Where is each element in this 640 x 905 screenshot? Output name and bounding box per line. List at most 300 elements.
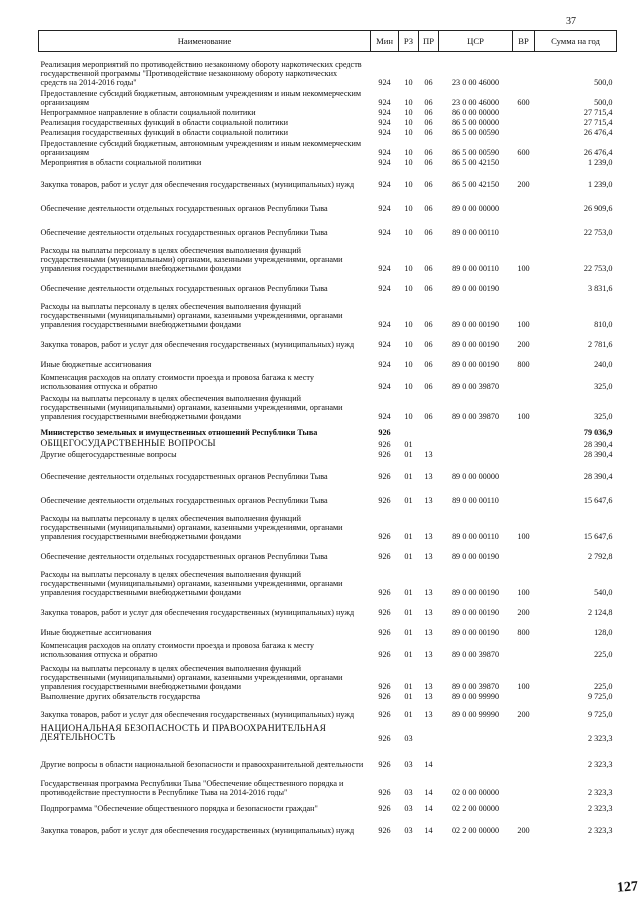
table-row — [39, 138, 617, 158]
row-vr: 200 — [517, 710, 530, 720]
row-csr: 89 0 00 00000 — [451, 472, 500, 482]
row-pr: 06 — [424, 158, 433, 168]
row-min: 926 — [378, 428, 391, 438]
row-rz: 03 — [404, 734, 413, 744]
table-row — [39, 274, 617, 294]
row-pr: 13 — [424, 682, 433, 692]
row-rz: 10 — [404, 360, 413, 370]
row-vr — [513, 158, 535, 168]
row-sum: 26 476,4 — [583, 128, 613, 138]
row-min: 924 — [378, 340, 391, 350]
row-pr: 06 — [424, 128, 433, 138]
row-sum: 2 323,3 — [587, 760, 613, 770]
table-row — [39, 108, 617, 118]
row-pr: 06 — [424, 98, 433, 108]
row-name: Расходы на выплаты персоналу в целях обеспечения выполнения функций государственными (муниципальными) органами, казенными учреждениями, органами управления государственными внебюджетными фондами — [40, 301, 343, 330]
row-sum: 22 753,0 — [583, 228, 613, 238]
row-name: Закупка товаров, работ и услуг для обеспечения государственных (муниципальных) нужд — [40, 340, 355, 350]
row-name: Обеспечение деятельности отдельных государственных органов Республики Тыва — [40, 496, 328, 506]
table-row — [39, 618, 617, 638]
table-row — [39, 238, 617, 274]
row-rz: 03 — [404, 788, 413, 798]
row-csr — [439, 438, 513, 450]
row-name: Обеспечение деятельности отдельных государственных органов Республики Тыва — [40, 228, 328, 238]
row-vr — [513, 638, 535, 660]
row-min: 926 — [378, 682, 391, 692]
row-pr: 06 — [424, 284, 433, 294]
row-vr: 800 — [517, 360, 530, 370]
row-csr: 89 0 00 00190 — [451, 628, 500, 638]
row-min: 924 — [378, 204, 391, 214]
header-min: Мин — [371, 31, 399, 52]
row-name: Расходы на выплаты персоналу в целях обеспечения выполнения функций государственными (муниципальными) органами, казенными учреждениями, органами управления государственными внебюджетными фондами — [40, 513, 343, 542]
row-csr: 89 0 00 00190 — [451, 360, 500, 370]
row-name: Мероприятия в области социальной политики — [40, 158, 202, 168]
row-name: НАЦИОНАЛЬНАЯ БЕЗОПАСНОСТЬ И ПРАВООХРАНИТЕЛЬНАЯ ДЕЯТЕЛЬНОСТЬ — [40, 724, 327, 744]
row-sum: 79 036,9 — [583, 428, 613, 438]
row-csr — [439, 744, 513, 770]
row-csr: 89 0 00 00110 — [452, 496, 499, 506]
table-row — [39, 814, 617, 836]
row-rz: 10 — [404, 412, 413, 422]
table-row — [39, 770, 617, 798]
row-csr: 86 5 00 42150 — [451, 158, 500, 168]
row-rz: 10 — [404, 382, 413, 392]
row-min: 926 — [378, 650, 391, 660]
row-vr — [513, 692, 535, 702]
table-row — [39, 214, 617, 238]
row-sum: 225,0 — [594, 682, 613, 692]
row-pr: 06 — [424, 264, 433, 274]
row-rz: 03 — [404, 760, 413, 770]
row-sum: 3 831,6 — [587, 284, 613, 294]
row-pr — [419, 422, 439, 438]
row-vr — [513, 108, 535, 118]
row-rz: 01 — [404, 440, 413, 450]
row-csr: 89 0 00 00110 — [452, 532, 499, 542]
row-rz: 01 — [404, 628, 413, 638]
row-rz: 10 — [404, 264, 413, 274]
row-vr: 600 — [517, 98, 530, 108]
row-vr — [513, 422, 535, 438]
table-row — [39, 438, 617, 450]
row-csr — [439, 720, 513, 744]
row-csr: 89 0 00 00190 — [451, 320, 500, 330]
table-row — [39, 744, 617, 770]
row-pr: 06 — [424, 78, 433, 88]
row-csr: 23 0 00 46000 — [451, 78, 500, 88]
table-row — [39, 460, 617, 482]
row-rz — [399, 422, 419, 438]
row-sum: 500,0 — [594, 78, 613, 88]
row-sum: 9 725,0 — [587, 692, 613, 702]
table-row — [39, 660, 617, 692]
row-vr: 800 — [517, 628, 530, 638]
row-min: 926 — [378, 608, 391, 618]
table-header — [39, 31, 617, 52]
row-sum: 540,0 — [594, 588, 613, 598]
row-name: Обеспечение деятельности отдельных государственных органов Республики Тыва — [40, 284, 328, 294]
row-min: 926 — [378, 472, 391, 482]
row-rz: 10 — [404, 118, 413, 128]
row-vr — [513, 450, 535, 460]
table-row — [39, 88, 617, 108]
row-rz: 01 — [404, 496, 413, 506]
table-row — [39, 392, 617, 422]
row-rz: 01 — [404, 682, 413, 692]
row-sum: 26 909,6 — [583, 204, 613, 214]
row-sum: 325,0 — [594, 382, 613, 392]
row-sum: 810,0 — [594, 320, 613, 330]
row-pr: 14 — [424, 826, 433, 836]
row-min: 924 — [378, 412, 391, 422]
row-name: Подпрограмма "Обеспечение общественного порядка и безопасности граждан" — [40, 804, 318, 814]
row-vr: 200 — [517, 608, 530, 618]
row-pr: 06 — [424, 228, 433, 238]
row-rz: 01 — [404, 450, 413, 460]
row-pr: 14 — [424, 760, 433, 770]
row-vr — [513, 370, 535, 392]
row-name: Непрограммное направление в области социальной политики — [40, 108, 256, 118]
row-csr: 89 0 00 00190 — [451, 608, 500, 618]
row-min: 924 — [378, 78, 391, 88]
row-min: 924 — [378, 180, 391, 190]
row-pr — [419, 720, 439, 744]
row-csr: 86 5 00 00590 — [451, 128, 500, 138]
row-vr — [513, 482, 535, 506]
row-csr: 89 0 00 99990 — [451, 710, 500, 720]
row-csr: 89 0 00 99990 — [451, 692, 500, 702]
row-rz: 10 — [404, 180, 413, 190]
row-pr: 13 — [424, 532, 433, 542]
row-vr — [513, 720, 535, 744]
row-pr: 14 — [424, 788, 433, 798]
row-min: 926 — [378, 826, 391, 836]
row-name: Закупка товаров, работ и услуг для обеспечения государственных (муниципальных) нужд — [40, 710, 355, 720]
header-sum: Сумма на год — [535, 31, 617, 52]
row-csr: 89 0 00 00110 — [452, 264, 499, 274]
row-name: Компенсация расходов на оплату стоимости проезда и провоза багажа к месту использования отпуска и обратно — [40, 373, 314, 392]
row-sum: 2 792,8 — [587, 552, 613, 562]
table-row — [39, 542, 617, 562]
row-min: 926 — [378, 804, 391, 814]
row-name: Закупка товаров, работ и услуг для обеспечения государственных (муниципальных) нужд — [40, 608, 355, 618]
row-sum: 1 239,0 — [587, 180, 613, 190]
row-min: 926 — [378, 552, 391, 562]
row-sum: 9 725,0 — [587, 710, 613, 720]
table-row — [39, 798, 617, 814]
row-name: Реализация государственных функций в области социальной политики — [40, 118, 288, 128]
row-min: 926 — [378, 496, 391, 506]
row-vr — [513, 744, 535, 770]
row-csr: 02 2 00 00000 — [451, 826, 500, 836]
table-row — [39, 702, 617, 720]
row-pr: 06 — [424, 360, 433, 370]
table-row — [39, 450, 617, 460]
row-csr: 86 5 00 00000 — [451, 118, 500, 128]
row-pr: 13 — [424, 692, 433, 702]
table-row — [39, 370, 617, 392]
row-min: 924 — [378, 108, 391, 118]
row-min: 924 — [378, 284, 391, 294]
row-pr: 06 — [424, 118, 433, 128]
row-rz: 03 — [404, 804, 413, 814]
row-pr: 13 — [424, 588, 433, 598]
row-name: Расходы на выплаты персоналу в целях обеспечения выполнения функций государственными (муниципальными) органами, казенными учреждениями, органами управления государственными внебюджетными фондами — [40, 393, 343, 422]
row-rz: 01 — [404, 608, 413, 618]
row-rz: 01 — [404, 588, 413, 598]
row-rz: 10 — [404, 340, 413, 350]
row-vr: 600 — [517, 148, 530, 158]
row-rz: 10 — [404, 108, 413, 118]
row-csr: 89 0 00 39870 — [451, 382, 500, 392]
row-pr: 13 — [424, 628, 433, 638]
row-name: Министерство земельных и имущественных отношений Республики Тыва — [40, 428, 318, 438]
table-body — [39, 52, 617, 836]
row-rz: 10 — [404, 204, 413, 214]
row-vr — [513, 274, 535, 294]
row-pr: 13 — [424, 552, 433, 562]
row-pr: 06 — [424, 382, 433, 392]
table-row — [39, 350, 617, 370]
row-rz: 01 — [404, 692, 413, 702]
row-pr: 13 — [424, 608, 433, 618]
row-name: Закупка товаров, работ и услуг для обеспечения государственных (муниципальных) нужд — [40, 180, 355, 190]
row-csr: 89 0 00 39870 — [451, 650, 500, 660]
table-row — [39, 330, 617, 350]
row-pr: 13 — [424, 650, 433, 660]
row-csr: 89 0 00 39870 — [451, 682, 500, 692]
row-rz: 10 — [404, 98, 413, 108]
row-sum: 2 781,6 — [587, 340, 613, 350]
row-sum: 27 715,4 — [583, 108, 613, 118]
table-row — [39, 638, 617, 660]
row-csr: 86 5 00 00590 — [451, 148, 500, 158]
row-min: 924 — [378, 228, 391, 238]
row-rz: 01 — [404, 710, 413, 720]
row-vr: 200 — [517, 180, 530, 190]
row-name: Обеспечение деятельности отдельных государственных органов Республики Тыва — [40, 204, 328, 214]
row-name: Обеспечение деятельности отдельных государственных органов Республики Тыва — [40, 552, 328, 562]
row-min: 924 — [378, 158, 391, 168]
row-name: Иные бюджетные ассигнования — [40, 628, 152, 638]
row-csr: 89 0 00 00190 — [451, 588, 500, 598]
row-min: 926 — [378, 788, 391, 798]
header-rz: РЗ — [399, 31, 419, 52]
table-row — [39, 128, 617, 138]
header-name: Наименование — [39, 31, 371, 52]
row-rz: 01 — [404, 650, 413, 660]
header-csr: ЦСР — [439, 31, 513, 52]
row-rz: 10 — [404, 228, 413, 238]
row-pr: 13 — [424, 710, 433, 720]
row-sum: 2 323,3 — [587, 804, 613, 814]
table-row — [39, 598, 617, 618]
row-vr: 100 — [517, 588, 530, 598]
row-pr: 13 — [424, 472, 433, 482]
table-row — [39, 692, 617, 702]
row-name: Государственная программа Республики Тыва "Обеспечение общественного порядка и противодействие преступности в Республике Тыва на 2014-2016 годы" — [40, 779, 344, 798]
table-row — [39, 562, 617, 598]
row-min: 924 — [378, 382, 391, 392]
row-min: 924 — [378, 98, 391, 108]
row-sum: 1 239,0 — [587, 158, 613, 168]
corner-mark: 127 — [616, 879, 639, 896]
row-sum: 28 390,4 — [583, 440, 613, 450]
row-name: Реализация государственных функций в области социальной политики — [40, 128, 288, 138]
row-name: Расходы на выплаты персоналу в целях обеспечения выполнения функций государственными (муниципальными) органами, казенными учреждениями, органами управления государственными внебюджетными фондами — [40, 663, 343, 692]
row-min: 926 — [378, 588, 391, 598]
row-sum: 26 476,4 — [583, 148, 613, 158]
row-name: Предоставление субсидий бюджетным, автономным учреждениям и иным некоммерческим организациям — [40, 139, 362, 158]
row-name: Расходы на выплаты персоналу в целях обеспечения выполнения функций государственными (муниципальными) органами, казенными учреждениями, органами управления государственными внебюджетными фондами — [40, 245, 343, 274]
row-vr — [513, 542, 535, 562]
row-vr — [513, 214, 535, 238]
row-pr: 14 — [424, 804, 433, 814]
table-row — [39, 158, 617, 168]
row-min: 924 — [378, 118, 391, 128]
row-vr — [513, 190, 535, 214]
row-vr: 100 — [517, 412, 530, 422]
row-vr — [513, 798, 535, 814]
row-vr — [513, 770, 535, 798]
row-sum: 15 647,6 — [583, 532, 613, 542]
table-row — [39, 720, 617, 744]
row-min: 926 — [378, 628, 391, 638]
page-number: 37 — [566, 16, 576, 27]
row-sum: 2 323,3 — [587, 826, 613, 836]
row-csr — [439, 422, 513, 438]
table-row — [39, 168, 617, 190]
row-vr: 200 — [517, 340, 530, 350]
table-row — [39, 294, 617, 330]
row-pr: 06 — [424, 412, 433, 422]
row-rz: 01 — [404, 472, 413, 482]
row-rz: 10 — [404, 284, 413, 294]
row-vr — [513, 52, 535, 88]
row-vr: 100 — [517, 682, 530, 692]
row-pr: 13 — [424, 496, 433, 506]
row-csr: 86 5 00 42150 — [451, 180, 500, 190]
row-sum: 15 647,6 — [583, 496, 613, 506]
row-name: Предоставление субсидий бюджетным, автономным учреждениям и иным некоммерческим организациям — [40, 89, 362, 108]
row-sum: 2 323,3 — [587, 788, 613, 798]
row-csr: 89 0 00 00190 — [451, 340, 500, 350]
row-sum: 225,0 — [594, 650, 613, 660]
row-rz: 01 — [404, 552, 413, 562]
row-vr: 200 — [517, 826, 530, 836]
row-name: Закупка товаров, работ и услуг для обеспечения государственных (муниципальных) нужд — [40, 826, 355, 836]
budget-table — [38, 30, 617, 836]
row-min: 924 — [378, 320, 391, 330]
row-rz: 10 — [404, 158, 413, 168]
row-csr: 89 0 00 00110 — [452, 228, 499, 238]
row-name: Иные бюджетные ассигнования — [40, 360, 152, 370]
row-min: 926 — [378, 532, 391, 542]
row-csr: 89 0 00 00190 — [451, 284, 500, 294]
row-rz: 01 — [404, 532, 413, 542]
row-min: 924 — [378, 264, 391, 274]
row-csr: 89 0 00 00190 — [451, 552, 500, 562]
row-vr — [513, 438, 535, 450]
row-vr: 100 — [517, 532, 530, 542]
row-rz: 10 — [404, 148, 413, 158]
row-name: Другие общегосударственные вопросы — [40, 450, 177, 460]
row-name: Компенсация расходов на оплату стоимости проезда и провоза багажа к месту использования отпуска и обратно — [40, 641, 314, 660]
row-rz: 10 — [404, 78, 413, 88]
table-row — [39, 118, 617, 128]
row-name: Другие вопросы в области национальной безопасности и правоохранительной деятельности — [40, 760, 364, 770]
row-csr: 02 2 00 00000 — [451, 804, 500, 814]
row-sum: 28 390,4 — [583, 472, 613, 482]
row-min: 926 — [378, 440, 391, 450]
row-rz: 10 — [404, 320, 413, 330]
row-name: Обеспечение деятельности отдельных государственных органов Республики Тыва — [40, 472, 328, 482]
header-pr: ПР — [419, 31, 439, 52]
row-min: 924 — [378, 360, 391, 370]
row-min: 926 — [378, 710, 391, 720]
row-min: 926 — [378, 760, 391, 770]
table-row — [39, 52, 617, 88]
row-csr — [439, 450, 513, 460]
row-csr: 02 0 00 00000 — [451, 788, 500, 798]
row-min: 924 — [378, 148, 391, 158]
row-csr: 86 0 00 00000 — [451, 108, 500, 118]
row-min: 924 — [378, 128, 391, 138]
table-row — [39, 506, 617, 542]
row-name: ОБЩЕГОСУДАРСТВЕННЫЕ ВОПРОСЫ — [40, 439, 216, 450]
row-csr: 23 0 00 46000 — [451, 98, 500, 108]
table-row — [39, 190, 617, 214]
row-sum: 128,0 — [594, 628, 613, 638]
row-sum: 325,0 — [594, 412, 613, 422]
row-pr: 06 — [424, 340, 433, 350]
row-pr: 06 — [424, 148, 433, 158]
row-sum: 2 323,3 — [587, 734, 613, 744]
row-sum: 28 390,4 — [583, 450, 613, 460]
row-min: 926 — [378, 692, 391, 702]
row-rz: 03 — [404, 826, 413, 836]
row-pr: 06 — [424, 180, 433, 190]
row-pr: 06 — [424, 204, 433, 214]
row-sum: 27 715,4 — [583, 118, 613, 128]
row-pr: 13 — [424, 450, 433, 460]
header-vr: ВР — [513, 31, 535, 52]
table-row — [39, 482, 617, 506]
row-vr — [513, 118, 535, 128]
row-min: 926 — [378, 450, 391, 460]
row-sum: 500,0 — [594, 98, 613, 108]
row-vr: 100 — [517, 320, 530, 330]
row-name: Реализация мероприятий по противодействию незаконному обороту наркотических средств государственной программы "Противодействие незаконному обороту наркотических средств на 2014-2016 годы" — [40, 59, 362, 88]
row-vr — [513, 460, 535, 482]
row-min: 926 — [378, 734, 391, 744]
row-name: Выполнение других обязательств государства — [40, 692, 201, 702]
row-vr: 100 — [517, 264, 530, 274]
row-rz: 10 — [404, 128, 413, 138]
row-vr — [513, 128, 535, 138]
row-csr: 89 0 00 00000 — [451, 204, 500, 214]
row-pr — [419, 438, 439, 450]
table-row — [39, 422, 617, 438]
row-pr: 06 — [424, 320, 433, 330]
row-pr: 06 — [424, 108, 433, 118]
row-sum: 22 753,0 — [583, 264, 613, 274]
row-csr: 89 0 00 39870 — [451, 412, 500, 422]
row-name: Расходы на выплаты персоналу в целях обеспечения выполнения функций государственными (муниципальными) органами, казенными учреждениями, органами управления государственными внебюджетными фондами — [40, 569, 343, 598]
row-sum: 2 124,8 — [587, 608, 613, 618]
row-sum: 240,0 — [594, 360, 613, 370]
